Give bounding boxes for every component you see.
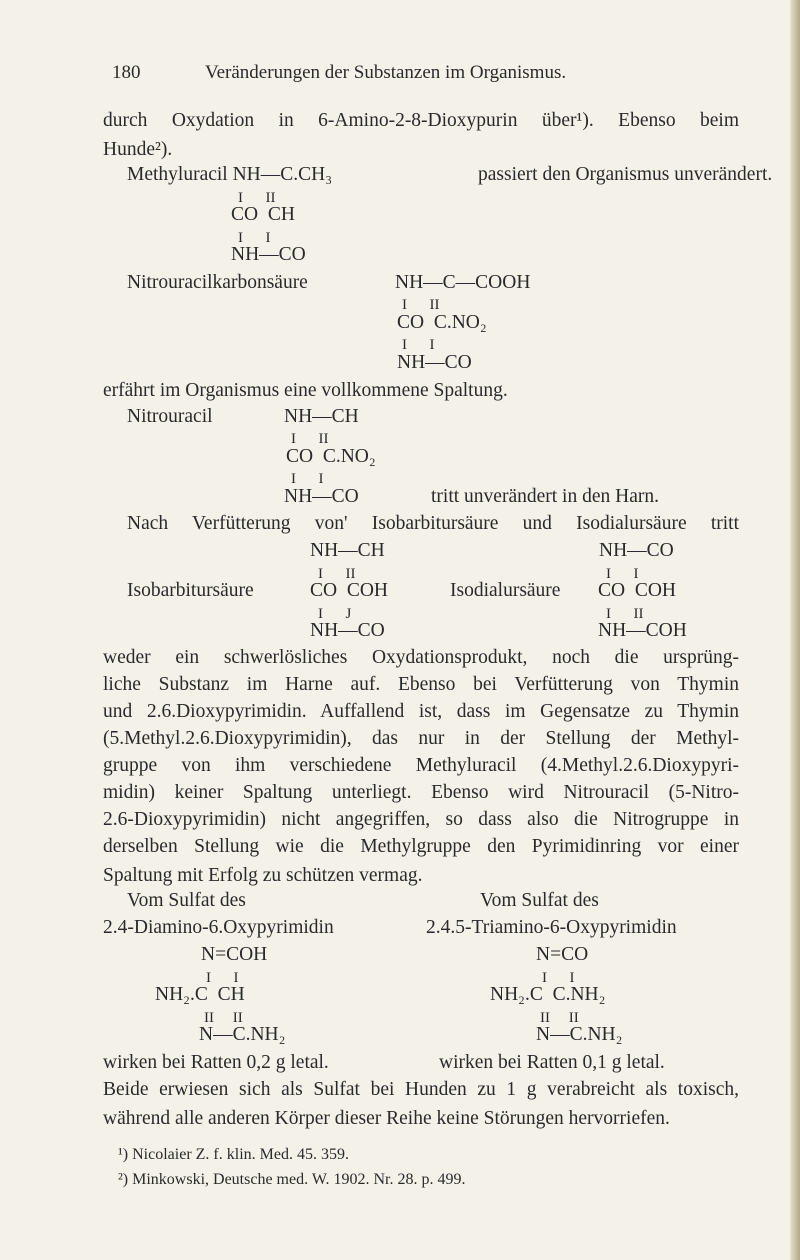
formula-row: NH—CO [397, 352, 472, 373]
sulfat-label: Vom Sulfat des [127, 890, 246, 911]
effect-text: wirken bei Ratten 0,1 g letal. [439, 1052, 665, 1073]
compound-name: 2.4.5-Triamino-6-Oxypyrimidin [426, 917, 677, 938]
compound-name: 2.4-Diamino-6.Oxypyrimidin [103, 917, 334, 938]
footnote-2: ²) Minkowski, Deutsche med. W. 1902. Nr. 28. p. 499. [118, 1171, 466, 1188]
running-title: Veränderungen der Substanzen im Organismus. [205, 62, 567, 83]
methyluracil-statement: passiert den Organismus unverändert. [478, 164, 773, 185]
page-number: 180 [112, 62, 141, 83]
compound-name: Isodialursäure [450, 580, 561, 601]
text-line: 2.6-Dioxypyrimidin) nicht angegriffen, so dass also die Nitrogruppe in [103, 809, 739, 830]
bond-line: I I [291, 471, 324, 487]
bond-line: II II [204, 1010, 243, 1026]
text-line: Hunde²). [103, 139, 173, 160]
formula-row: NH—CO [231, 244, 306, 265]
formula-row: NH—CH [310, 540, 385, 561]
formula-row: NH₂.C C.NH₂ [490, 984, 606, 1005]
page-edge [790, 0, 800, 1260]
formula-row: NH₂.C CH [155, 984, 245, 1005]
formula-row: N=CO [536, 944, 589, 965]
methyluracil-formula-line: Methyluracil NH—C.CH₃ [127, 164, 333, 185]
bond-line: I II [238, 190, 276, 206]
footnote-1: ¹) Nicolaier Z. f. klin. Med. 45. 359. [118, 1146, 349, 1163]
bond-line: I II [318, 566, 356, 582]
text-line: liche Substanz im Harne auf. Ebenso bei Verfütterung von Thymin [103, 674, 739, 695]
formula-row: NH—COH [598, 620, 687, 641]
formula-row: NH—CO [310, 620, 385, 641]
formula-row: CO C.NO₂ [286, 446, 376, 467]
nitrouracil-statement: tritt unverändert in den Harn. [431, 486, 659, 507]
sulfat-label: Vom Sulfat des [480, 890, 599, 911]
compound-name: Nitrouracil [127, 406, 213, 427]
text-line: midin) keiner Spaltung unterliegt. Ebenso wird Nitrouracil (5-Nitro- [103, 782, 739, 803]
bond-line: II II [540, 1010, 579, 1026]
text-line: Nach Verfütterung von' Isobarbitursäure und Isodialursäure tritt [127, 513, 739, 534]
bond-line: I I [238, 230, 271, 246]
bond-line: I II [606, 606, 644, 622]
bond-line: I I [542, 970, 575, 986]
text-line: (5.Methyl.2.6.Dioxypyrimidin), das nur in der Stellung der Methyl- [103, 728, 739, 749]
text-line: derselben Stellung wie die Methylgruppe den Pyrimidinring vor einer [103, 836, 739, 857]
bond-line: I II [291, 431, 329, 447]
bond-line: I I [606, 566, 639, 582]
text-line: und 2.6.Dioxypyrimidin. Auffallend ist, dass im Gegensatze zu Thymin [103, 701, 739, 722]
compound-name: Nitrouracilkarbonsäure [127, 272, 308, 293]
bond-line: I I [402, 337, 435, 353]
text-line: erfährt im Organismus eine vollkommene Spaltung. [103, 380, 508, 401]
formula-row: N=COH [201, 944, 268, 965]
bond-line: I J [318, 606, 352, 622]
formula-row: NH—CO [599, 540, 674, 561]
compound-name: Isobarbitursäure [127, 580, 254, 601]
formula-row: NH—CH [284, 406, 359, 427]
text-line: Beide erwiesen sich als Sulfat bei Hunden zu 1 g verabreicht als toxisch, [103, 1079, 739, 1100]
formula-row: NH—C—COOH [395, 272, 531, 293]
text-line: gruppe von ihm verschiedene Methyluracil (4.Methyl.2.6.Dioxypyri- [103, 755, 739, 776]
text-line: durch Oxydation in 6-Amino-2-8-Dioxypurin über¹). Ebenso beim [103, 110, 739, 131]
effect-text: wirken bei Ratten 0,2 g letal. [103, 1052, 329, 1073]
formula-row: NH—CO [284, 486, 359, 507]
formula-row: N—C.NH₂ [536, 1024, 623, 1045]
text-line: Spaltung mit Erfolg zu schützen vermag. [103, 865, 423, 886]
bond-line: I II [402, 297, 440, 313]
formula-row: CO C.NO₂ [397, 312, 487, 333]
text-line: weder ein schwerlösliches Oxydationsprodukt, noch die ursprüng- [103, 647, 739, 668]
bond-line: I I [206, 970, 239, 986]
formula-row: CO CH [231, 204, 295, 225]
formula-row: CO COH [310, 580, 389, 601]
formula-row: N—C.NH₂ [199, 1024, 286, 1045]
text-line: während alle anderen Körper dieser Reihe keine Störungen hervorriefen. [103, 1108, 670, 1129]
formula-row: CO COH [598, 580, 677, 601]
